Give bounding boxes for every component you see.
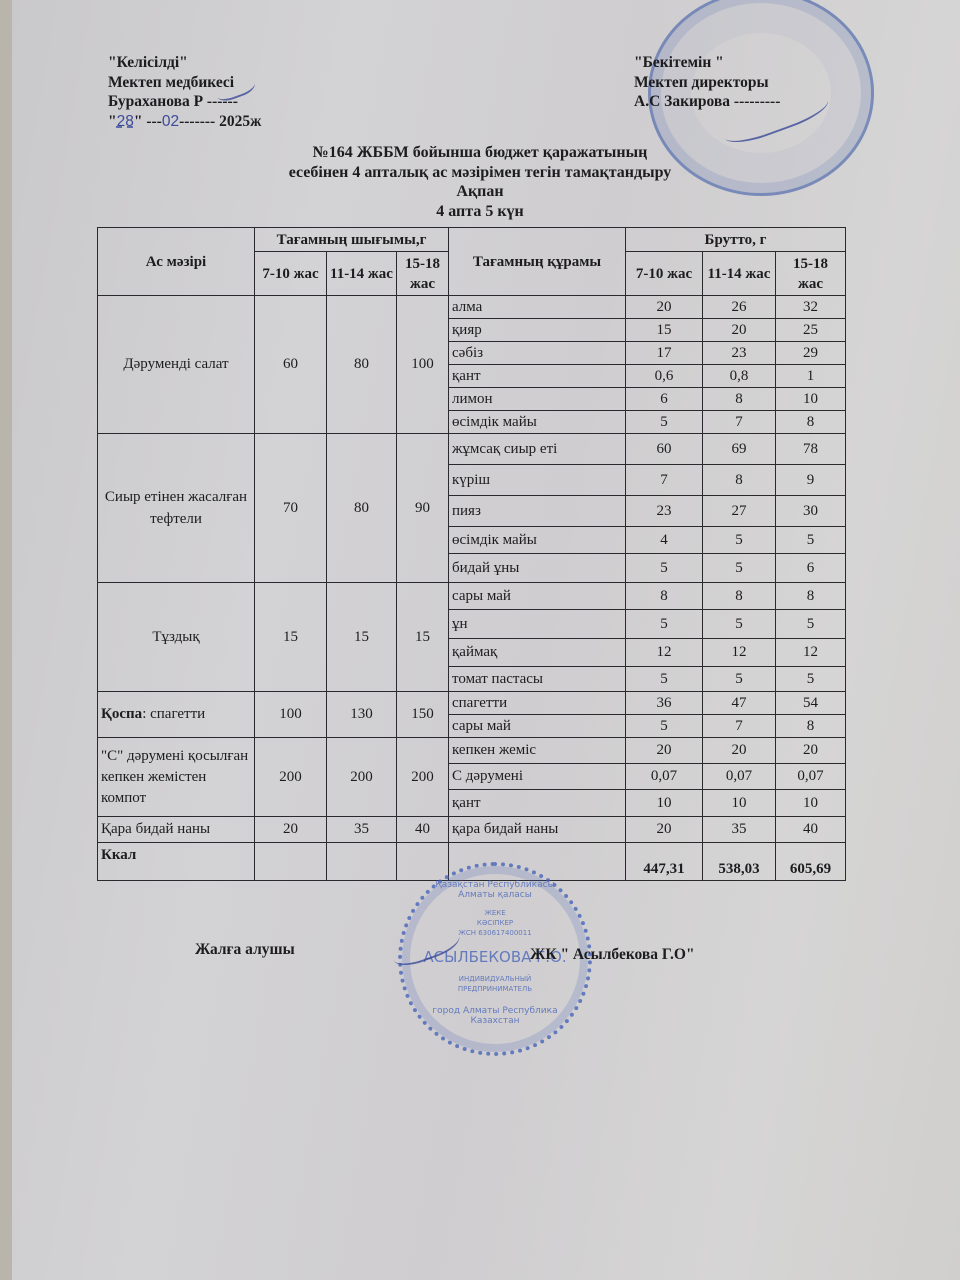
brutto-11-14: 69 <box>703 434 776 465</box>
dish-name: Сиыр етінен жасалған тефтели <box>98 434 255 583</box>
brutto-7-10: 8 <box>626 583 703 610</box>
paper-edge <box>0 0 12 1280</box>
ingredient-name: қара бидай наны <box>449 817 626 843</box>
ingredient-name: жұмсақ сиыр еті <box>449 434 626 465</box>
director-name: А.С Закирова --------- <box>634 93 781 110</box>
brutto-7-10: 20 <box>626 738 703 764</box>
director-title: Мектеп директоры <box>634 73 769 91</box>
brutto-15-18: 30 <box>776 496 846 527</box>
brutto-11-14: 5 <box>703 667 776 692</box>
dish-output-11-14: 15 <box>327 583 397 692</box>
dish-name: "С" дәрумені қосылған кепкен жемістен компот <box>98 738 255 817</box>
brutto-11-14: 26 <box>703 296 776 319</box>
table-row <box>98 817 846 843</box>
kcal-15-18: 605,69 <box>776 843 846 881</box>
dish-name: Дәруменді салат <box>98 296 255 434</box>
kcal-11-14: 538,03 <box>703 843 776 881</box>
brutto-7-10: 10 <box>626 790 703 817</box>
brutto-11-14: 27 <box>703 496 776 527</box>
ingredient-name: қант <box>449 365 626 388</box>
dish-output-7-10: 20 <box>255 817 327 843</box>
dish-output-7-10: 100 <box>255 692 327 738</box>
dish-output-15-18: 90 <box>397 434 449 583</box>
ingredient-name: пияз <box>449 496 626 527</box>
empty-cell <box>449 843 626 881</box>
brutto-15-18: 10 <box>776 790 846 817</box>
dish-output-11-14: 80 <box>327 296 397 434</box>
title-week-day: 4 апта 5 күн <box>436 202 524 220</box>
brutto-11-14: 47 <box>703 692 776 715</box>
dish-output-7-10: 70 <box>255 434 327 583</box>
stamp-inner-bottom <box>442 974 548 994</box>
brutto-15-18: 6 <box>776 554 846 583</box>
brutto-11-14: 35 <box>703 817 776 843</box>
brutto-7-10: 5 <box>626 667 703 692</box>
brutto-15-18: 9 <box>776 465 846 496</box>
approval-block <box>634 53 780 112</box>
kcal-label: Ккал <box>98 843 255 881</box>
brutto-7-10: 0,6 <box>626 365 703 388</box>
brutto-15-18: 54 <box>776 692 846 715</box>
brutto-7-10: 20 <box>626 817 703 843</box>
header-output-age-15-18: 15-18 жас <box>397 252 449 296</box>
header-output: Тағамның шығымы,г <box>255 228 449 252</box>
date-year: 2025ж <box>219 112 262 130</box>
ingredient-name: өсімдік майы <box>449 527 626 554</box>
ingredient-name: қияр <box>449 319 626 342</box>
stamp-line: ИНДИВИДУАЛЬНЫЙ <box>458 975 532 983</box>
header-output-age-11-14: 11-14 жас <box>327 252 397 296</box>
brutto-11-14: 20 <box>703 319 776 342</box>
brutto-11-14: 8 <box>703 388 776 411</box>
brutto-15-18: 10 <box>776 388 846 411</box>
dish-output-15-18: 40 <box>397 817 449 843</box>
brutto-7-10: 5 <box>626 610 703 639</box>
dish-name: Қара бидай наны <box>98 817 255 843</box>
title-month: Ақпан <box>456 183 504 200</box>
brutto-11-14: 12 <box>703 639 776 667</box>
brutto-15-18: 1 <box>776 365 846 388</box>
date-month: 02 <box>161 112 180 130</box>
brutto-11-14: 8 <box>703 583 776 610</box>
brutto-7-10: 15 <box>626 319 703 342</box>
dish-name-bold: Қоспа <box>101 706 143 722</box>
dish-name <box>98 692 255 738</box>
empty-cell <box>397 843 449 881</box>
header-output-age-7-10: 7-10 жас <box>255 252 327 296</box>
brutto-7-10: 5 <box>626 715 703 738</box>
title-line-1: №164 ЖББМ бойынша бюджет қаражатының <box>312 144 648 161</box>
brutto-11-14: 5 <box>703 527 776 554</box>
brutto-15-18: 5 <box>776 667 846 692</box>
brutto-11-14: 10 <box>703 790 776 817</box>
approved-label: "Бекітемін " <box>634 54 724 71</box>
stamp-outer-bottom: город Алматы Республика Казахстан <box>432 1006 558 1026</box>
kcal-7-10: 447,31 <box>626 843 703 881</box>
brutto-7-10: 4 <box>626 527 703 554</box>
kcal-row <box>98 843 846 881</box>
ingredient-name: бидай ұны <box>449 554 626 583</box>
brutto-15-18: 40 <box>776 817 846 843</box>
dish-output-11-14: 200 <box>327 738 397 817</box>
ingredient-name: томат пастасы <box>449 667 626 692</box>
table-row <box>98 738 846 764</box>
brutto-7-10: 36 <box>626 692 703 715</box>
ingredient-name: қант <box>449 790 626 817</box>
table-row <box>98 583 846 610</box>
header-brutto-age-15-18: 15-18 жас <box>776 252 846 296</box>
stamp-outer-top: Қазақстан Республикасы Алматы қаласы <box>435 880 555 900</box>
dish-output-7-10: 15 <box>255 583 327 692</box>
brutto-15-18: 5 <box>776 527 846 554</box>
recipient-signature <box>387 919 463 971</box>
menu-table <box>97 227 846 881</box>
brutto-11-14: 5 <box>703 610 776 639</box>
stamp-line: ЖЕКЕ <box>484 909 506 917</box>
stamp-line: ЖСН 630617400011 <box>458 929 532 937</box>
brutto-15-18: 8 <box>776 583 846 610</box>
ingredient-name: алма <box>449 296 626 319</box>
dish-output-11-14: 35 <box>327 817 397 843</box>
stamp-line: КӘСІПКЕР <box>476 919 514 927</box>
dish-output-11-14: 130 <box>327 692 397 738</box>
brutto-7-10: 60 <box>626 434 703 465</box>
brutto-11-14: 7 <box>703 715 776 738</box>
brutto-7-10: 5 <box>626 554 703 583</box>
date-day: 28 <box>116 112 134 130</box>
brutto-11-14: 0,8 <box>703 365 776 388</box>
ingredient-name: күріш <box>449 465 626 496</box>
brutto-11-14: 5 <box>703 554 776 583</box>
dish-output-15-18: 100 <box>397 296 449 434</box>
brutto-7-10: 12 <box>626 639 703 667</box>
table-row <box>98 434 846 465</box>
ingredient-name: сары май <box>449 715 626 738</box>
brutto-7-10: 7 <box>626 465 703 496</box>
brutto-15-18: 78 <box>776 434 846 465</box>
ingredient-name: кепкен жеміс <box>449 738 626 764</box>
recipient-label: Жалға алушы <box>195 941 295 958</box>
ingredient-name: ұн <box>449 610 626 639</box>
ingredient-name: қаймақ <box>449 639 626 667</box>
brutto-15-18: 20 <box>776 738 846 764</box>
stamp-center: АСЫЛБЕКОВА Г.О. <box>423 948 567 966</box>
recipient-name: ЖК " Асылбекова Г.О" <box>530 946 695 963</box>
table-row <box>98 296 846 319</box>
dish-output-11-14: 80 <box>327 434 397 583</box>
brutto-11-14: 7 <box>703 411 776 434</box>
agreement-date: "28" ---02------- 2025ж <box>108 112 262 130</box>
document-title <box>180 143 780 221</box>
brutto-15-18: 0,07 <box>776 764 846 790</box>
dish-output-15-18: 15 <box>397 583 449 692</box>
brutto-15-18: 12 <box>776 639 846 667</box>
brutto-7-10: 6 <box>626 388 703 411</box>
brutto-15-18: 5 <box>776 610 846 639</box>
ingredient-name: спагетти <box>449 692 626 715</box>
brutto-7-10: 0,07 <box>626 764 703 790</box>
brutto-15-18: 25 <box>776 319 846 342</box>
header-composition: Тағамның құрамы <box>449 228 626 296</box>
ingredient-name: өсімдік майы <box>449 411 626 434</box>
header-brutto-age-11-14: 11-14 жас <box>703 252 776 296</box>
dish-name: Тұздық <box>98 583 255 692</box>
dish-output-7-10: 200 <box>255 738 327 817</box>
brutto-7-10: 17 <box>626 342 703 365</box>
empty-cell <box>327 843 397 881</box>
ingredient-name: С дәрумені <box>449 764 626 790</box>
brutto-11-14: 20 <box>703 738 776 764</box>
ingredient-name: сары май <box>449 583 626 610</box>
nurse-title: Мектеп медбикесі <box>108 73 235 91</box>
table-row <box>98 692 846 715</box>
brutto-11-14: 0,07 <box>703 764 776 790</box>
brutto-15-18: 29 <box>776 342 846 365</box>
nurse-name: Бураханова Р ------ <box>108 93 238 110</box>
agreed-label: "Келісілді" <box>108 54 188 71</box>
brutto-15-18: 32 <box>776 296 846 319</box>
brutto-7-10: 23 <box>626 496 703 527</box>
header-brutto-age-7-10: 7-10 жас <box>626 252 703 296</box>
brutto-15-18: 8 <box>776 411 846 434</box>
empty-cell <box>255 843 327 881</box>
title-line-2: есебінен 4 апталық ас мәзірімен тегін тамақтандыру <box>288 163 672 181</box>
ingredient-name: сәбіз <box>449 342 626 365</box>
dish-output-15-18: 200 <box>397 738 449 817</box>
brutto-11-14: 8 <box>703 465 776 496</box>
dish-name-rest: : спагетти <box>142 706 206 722</box>
brutto-11-14: 23 <box>703 342 776 365</box>
stamp-line: ПРЕДПРИНИМАТЕЛЬ <box>457 985 533 993</box>
ingredient-name: лимон <box>449 388 626 411</box>
brutto-15-18: 8 <box>776 715 846 738</box>
brutto-7-10: 5 <box>626 411 703 434</box>
header-brutto: Брутто, г <box>626 228 846 252</box>
header-menu: Ас мәзірі <box>98 228 255 296</box>
brutto-7-10: 20 <box>626 296 703 319</box>
dish-output-15-18: 150 <box>397 692 449 738</box>
dish-output-7-10: 60 <box>255 296 327 434</box>
